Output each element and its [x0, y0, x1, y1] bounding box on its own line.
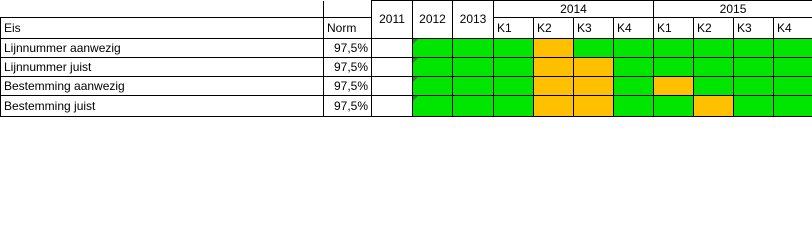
eis-cell[interactable]: Lijnnummer aanwezig	[1, 39, 324, 58]
eis-cell[interactable]: Bestemming juist	[1, 96, 324, 117]
status-cell[interactable]	[494, 77, 534, 96]
status-cell[interactable]	[574, 58, 614, 77]
status-cell[interactable]	[494, 58, 534, 77]
status-cell[interactable]	[734, 96, 774, 117]
status-cell[interactable]	[734, 58, 774, 77]
status-cell[interactable]	[453, 58, 494, 77]
year-header-2012[interactable]: 2012	[413, 1, 453, 39]
quarter-2015-k1[interactable]: K1	[654, 18, 694, 39]
status-cell[interactable]	[534, 39, 574, 58]
status-cell[interactable]	[372, 58, 413, 77]
eis-cell[interactable]: Bestemming aanwezig	[1, 77, 324, 96]
eis-header[interactable]: Eis	[1, 18, 324, 39]
status-cell[interactable]	[413, 77, 453, 96]
status-cell[interactable]	[494, 96, 534, 117]
status-cell[interactable]	[413, 96, 453, 117]
quarter-2015-k4[interactable]: K4	[774, 18, 812, 39]
status-cell[interactable]	[574, 39, 614, 58]
quarter-2015-k2[interactable]: K2	[694, 18, 734, 39]
quarter-2014-k2[interactable]: K2	[534, 18, 574, 39]
status-cell[interactable]	[694, 77, 734, 96]
table-row	[1, 96, 812, 117]
status-cell[interactable]	[774, 58, 812, 77]
status-cell[interactable]	[654, 96, 694, 117]
norm-cell[interactable]: 97,5%	[324, 77, 372, 96]
status-cell[interactable]	[734, 77, 774, 96]
norm-cell[interactable]: 97,5%	[324, 96, 372, 117]
blank-cell[interactable]	[1, 1, 324, 18]
year-group-2015[interactable]: 2015	[654, 1, 812, 18]
blank-cell[interactable]	[324, 1, 372, 18]
year-header-2013[interactable]: 2013	[453, 1, 494, 39]
eis-cell[interactable]: Lijnnummer juist	[1, 58, 324, 77]
norm-header[interactable]: Norm	[324, 18, 372, 39]
status-cell[interactable]	[372, 39, 413, 58]
quarter-2015-k3[interactable]: K3	[734, 18, 774, 39]
status-cell[interactable]	[494, 39, 534, 58]
status-cell[interactable]	[734, 39, 774, 58]
quarter-2014-k1[interactable]: K1	[494, 18, 534, 39]
status-cell[interactable]	[574, 96, 614, 117]
requirements-table	[0, 0, 812, 117]
status-cell[interactable]	[614, 96, 654, 117]
status-cell[interactable]	[453, 77, 494, 96]
status-cell[interactable]	[654, 77, 694, 96]
status-cell[interactable]	[694, 58, 734, 77]
status-cell[interactable]	[574, 77, 614, 96]
year-header-2011[interactable]: 2011	[372, 1, 413, 39]
status-cell[interactable]	[614, 77, 654, 96]
status-cell[interactable]	[774, 39, 812, 58]
status-cell[interactable]	[614, 58, 654, 77]
status-cell[interactable]	[413, 58, 453, 77]
status-cell[interactable]	[372, 96, 413, 117]
table-row	[1, 77, 812, 96]
status-cell[interactable]	[534, 58, 574, 77]
status-cell[interactable]	[453, 39, 494, 58]
header-row-groups	[1, 1, 812, 18]
status-cell[interactable]	[453, 96, 494, 117]
status-cell[interactable]	[413, 39, 453, 58]
status-cell[interactable]	[372, 77, 413, 96]
quarter-2014-k3[interactable]: K3	[574, 18, 614, 39]
status-cell[interactable]	[654, 39, 694, 58]
status-cell[interactable]	[694, 96, 734, 117]
year-group-2014[interactable]: 2014	[494, 1, 654, 18]
status-cell[interactable]	[654, 58, 694, 77]
status-cell[interactable]	[614, 39, 654, 58]
quarter-2014-k4[interactable]: K4	[614, 18, 654, 39]
status-cell[interactable]	[534, 77, 574, 96]
table-row	[1, 39, 812, 58]
table-row	[1, 58, 812, 77]
status-cell[interactable]	[694, 39, 734, 58]
norm-cell[interactable]: 97,5%	[324, 58, 372, 77]
norm-cell[interactable]: 97,5%	[324, 39, 372, 58]
status-cell[interactable]	[774, 96, 812, 117]
status-cell[interactable]	[774, 77, 812, 96]
status-cell[interactable]	[534, 96, 574, 117]
